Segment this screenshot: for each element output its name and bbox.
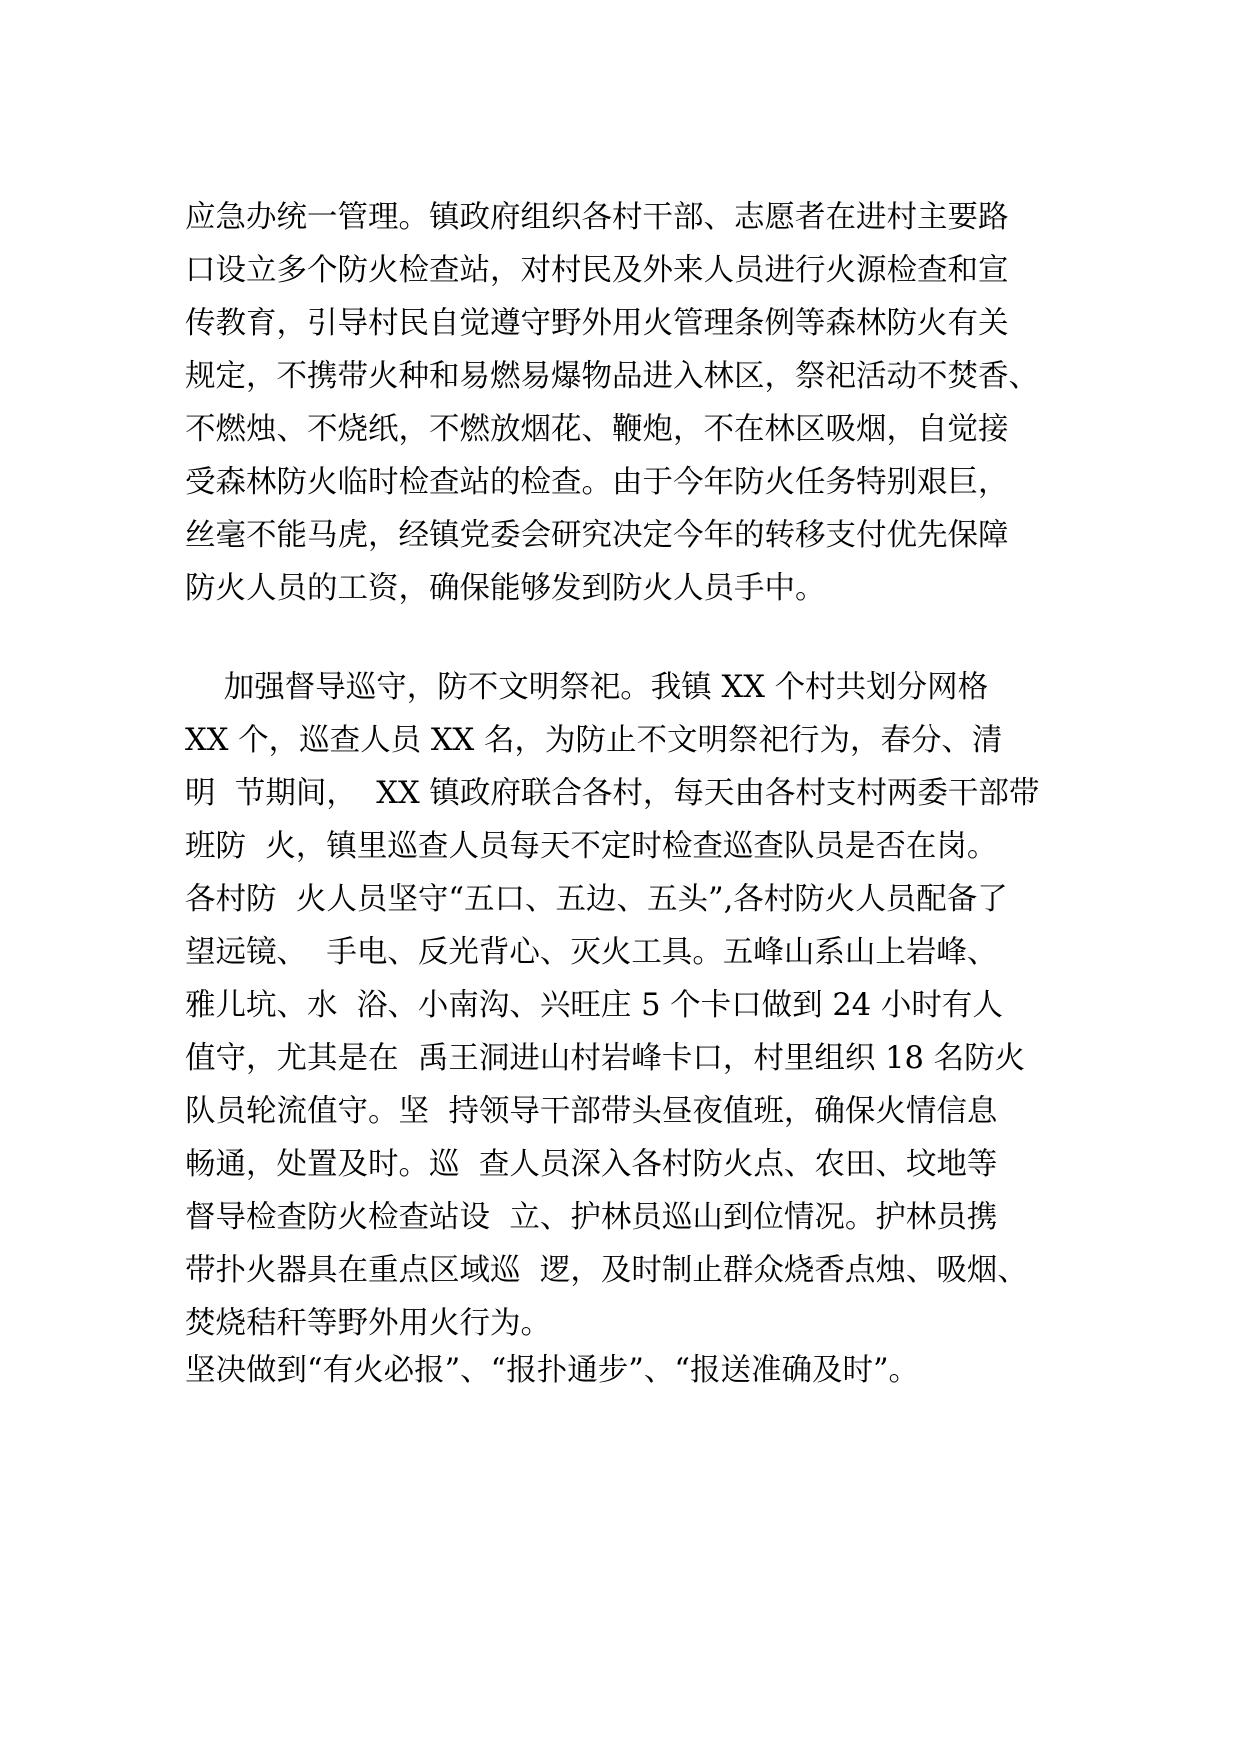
text-line: 传教育，引导村民自觉遵守野外用火管理条例等森林防火有关 — [185, 306, 1009, 341]
text-line: 畅通，处置及时。巡 查人员深入各村防火点、农田、坟地等 — [185, 1147, 998, 1182]
text-line: 督导检查防火检查站设 立、护林员巡山到位情况。护林员携 — [185, 1200, 998, 1235]
text-line: 带扑火器具在重点区域巡 逻，及时制止群众烧香点烛、吸烟、 — [185, 1253, 1028, 1288]
text-line: 队员轮流值守。坚 持领导干部带头昼夜值班，确保火情信息 — [185, 1094, 998, 1129]
text-line: 丝毫不能马虎，经镇党委会研究决定今年的转移支付优先保障 — [185, 518, 1009, 553]
text-line: 口设立多个防火检查站，对村民及外来人员进行火源检查和宣 — [185, 253, 1009, 288]
text-line: 受森林防火临时检查站的检查。由于今年防火任务特别艰巨， — [185, 465, 1009, 500]
text-line: 应急办统一管理。镇政府组织各村干部、志愿者在进村主要路 — [185, 200, 1009, 235]
text-line: 规定，不携带火种和易燃易爆物品进入林区，祭祀活动不焚香、 — [185, 359, 1039, 394]
text-line: 各村防 火人员坚守“五口、五边、五头”,各村防火人员配备了 — [185, 882, 1008, 917]
text-line: 坚决做到“有火必报”、“报扑通步”、“报送准确及时”。 — [185, 1353, 920, 1388]
text-line: 防火人员的工资，确保能够发到防火人员手中。 — [185, 571, 826, 606]
text-line: XX 个，巡查人员 XX 名，为防止不文明祭祀行为，春分、清 — [185, 723, 1003, 758]
text-line: 班防 火，镇里巡查人员每天不定时检查巡查队员是否在岗。 — [185, 829, 998, 864]
text-line: 焚烧秸秆等野外用火行为。 — [185, 1306, 551, 1341]
text-line: 不燃烛、不烧纸，不燃放烟花、鞭炮，不在林区吸烟，自觉接 — [185, 412, 1009, 447]
text-line: 望远镜、 手电、反光背心、灭火工具。五峰山系山上岩峰、 — [185, 935, 998, 970]
text-line: 明 节期间， XX 镇政府联合各村，每天由各村支村两委干部带 — [185, 776, 1040, 811]
text-line: 加强督导巡守，防不文明祭祀。我镇 XX 个村共划分网格 — [185, 670, 989, 705]
text-line: 雅儿坑、水 浴、小南沟、兴旺庄 5 个卡口做到 24 小时有人 — [185, 988, 1003, 1023]
text-line: 值守，尤其是在 禹王洞进山村岩峰卡口，村里组织 18 名防火 — [185, 1041, 1026, 1076]
